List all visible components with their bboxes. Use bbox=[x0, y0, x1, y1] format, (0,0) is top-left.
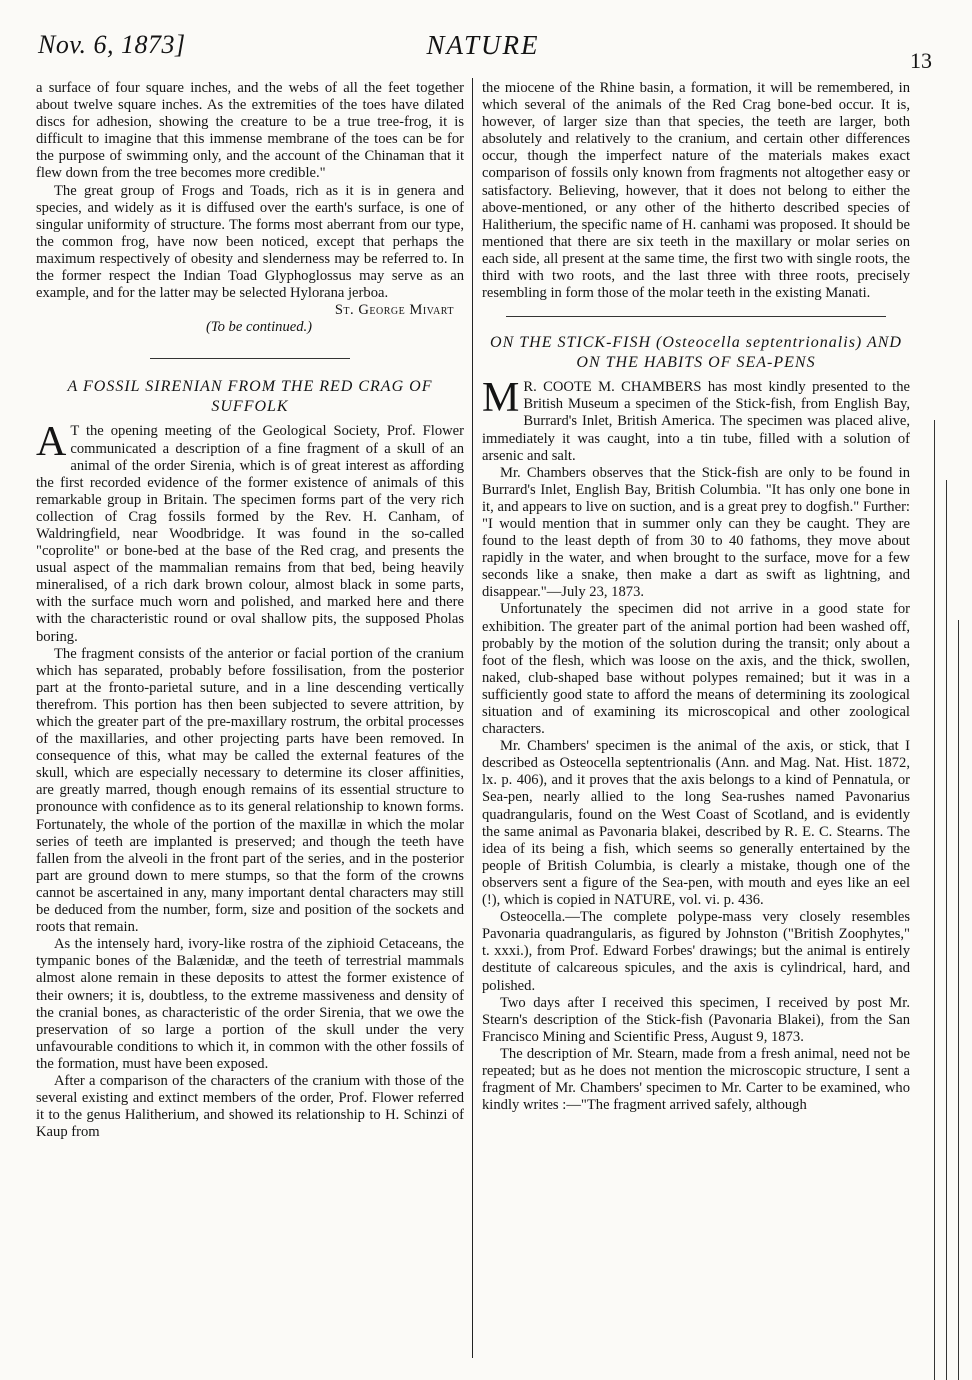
page-number: 13 bbox=[910, 48, 932, 73]
continued-note: (To be continued.) bbox=[205, 319, 313, 336]
edge-line bbox=[946, 480, 947, 1380]
paragraph: Osteocella.—The complete polype-mass very closely resembles Pavonaria quadrangularis, as figured by Johnston ("British Zoophytes," t. xxxi.), from Prof. Edward Forbes' drawings; but the animal is entirely destitute of calcareous spicules, and the axis is cylindrical, hard, and polished. bbox=[482, 909, 910, 994]
paragraph bbox=[36, 419, 464, 645]
paragraph bbox=[482, 375, 910, 464]
paragraph: Two days after I received this specimen, I received by post Mr. Stearn's description of the Stick-fish (Pavonaria Blakei), from the San Francisco Mining and Scientific Press, August 9, 1873. bbox=[482, 994, 910, 1045]
paragraph: The great group of Frogs and Toads, rich as it is in genera and species, and widely as it is diffused over the earth's surface, is one of singular uniformity of structure. The forms most aberrant from our type, the common frog, have now been noticed, except that perhaps the maximum respectively of obesity and slenderness may be referred to. In the former respect the Indian Toad Glyphoglossus may serve as an example, and for the latter may be selected Hylorana jerboa. bbox=[36, 182, 464, 302]
page-header bbox=[38, 30, 932, 73]
paragraph: Unfortunately the specimen did not arrive in a good state for exhibition. The greater part of the animal portion had been washed off, probably by the motion of the solution during the transit; only about a foot of the flesh, which was loose on the axis, and the thick, swollen, naked, club-shaped base without polypes remained; but it was in a sufficiently good state to afford the means of determining its zoological situation and of examining its microscopical and other zoological characters. bbox=[482, 601, 910, 738]
edge-line bbox=[958, 620, 959, 1380]
edge-line bbox=[934, 420, 935, 1380]
journal-title: NATURE bbox=[426, 30, 540, 60]
paragraph: a surface of four square inches, and the webs of all the feet together about twelve square inches. As the extremities of the toes have dilated discs for adhesion, showing the creature to be a true tree-frog, it is difficult to imagine that this immense membrane of the toes can be for the purpose of swimming only, and the account of the Chinaman that it flew down from the tree becomes more credible." bbox=[36, 80, 464, 182]
paragraph: After a comparison of the characters of the cranium with those of the several existing and extinct members of the order, Prof. Flower referred it to the genus Halitherium, and showed its relationship to H. Schinzi of Kaup from bbox=[36, 1072, 464, 1141]
drop-cap: A bbox=[36, 419, 67, 466]
paragraph: As the intensely hard, ivory-like rostra of the ziphioid Cetaceans, the tympanic bones of the Balænidæ, and the teeth of terrestrial mammals almost alone remain in these deposits to attest the former existence of their owners; it is, doubtless, to the extreme massiveness and density of the cranial bones, as characteristic of the order Sirenia, that we owe the preservation of so large a portion of the skull under the very unfavourable conditions to which it, in common with the other fossils of the formation, must have been exposed. bbox=[36, 936, 464, 1072]
page-edge-binding bbox=[928, 420, 972, 1380]
paragraph: Mr. Chambers' specimen is the animal of the axis, or stick, that I described as Osteocella septentrionalis (Ann. and Mag. Nat. Hist. 1872, lx. p. 406), and it proves that the axis belongs to a kind of Pennatula, or Sea-pen, nearly allied to the long Sea-rushes named Pavonarius quadrangularis, found on the West Coast of Scotland, and is evidently the same animal as Pavonaria blakei, described by R. E. C. Stearns. The idea of its being a fish, which seems so generally entertained by the people of British Columbia, is clearly a mistake, though one of the observers sent a figure of the Sea-pen, with mouth and eyes like an eel (!), which is copied in NATURE, vol. vi. p. 436. bbox=[482, 738, 910, 909]
article-title: ON THE STICK-FISH (Osteocella septentrionalis) AND ON THE HABITS OF SEA-PENS bbox=[490, 334, 902, 372]
section-rule bbox=[506, 316, 886, 317]
author-signature: St. George Mivart bbox=[334, 302, 454, 319]
section-rule bbox=[150, 358, 350, 359]
left-column bbox=[36, 80, 464, 1141]
paragraph: Mr. Chambers observes that the Stick-fish are only to be found in Burrard's Inlet, English Bay, British Columbia. "It has only one bone in it, and appears to live on suction, and is a great prey to dogfish." Further: "I would mention that in summer only can they be caught. They are found to the least depth of from 30 to 40 fathoms, they move about rapidly in the water, and when brought to the surface, move for a few seconds like a snake, then make a dart as swift as lightning, and disappear."—July 23, 1873. bbox=[482, 464, 910, 601]
paragraph-text: R. COOTE M. CHAMBERS has most kindly presented to the British Museum a specimen of the Stick-fish, from English Bay, Burrard's Inlet, British America. The specimen was placed alive, immediately it was caught, into a tin tube, filled with a solution of arsenic and salt. bbox=[482, 379, 910, 464]
paragraph-text: T the opening meeting of the Geological Society, Prof. Flower communicated a description of a fine fragment of a skull of an animal of the order Sirenia, which is of great interest as affording the first recorded evidence of the former existence of animals of this remarkable group in Britain. The specimen forms part of the very rich collection of Crag fossils formed by the Rev. H. Canham, of Waldringfield, near Woodbridge. It was found in the so-called "coprolite" or bone-bed at the base of the Red crag, and presents the usual aspect of the mammalian remains from that bed, being heavily mineralised, of a rich dark brown colour, almost black in some parts, with the surface much worn and polished, and marked here and there with the characteristic round or oval shallow pits, the supposed Pholas boring. bbox=[36, 423, 464, 645]
paragraph: The fragment consists of the anterior or facial portion of the cranium which has separated, probably before fossilisation, from the posterior part at the fronto-parietal suture, and in a line descending vertically therefrom. This portion has then been subjected to severe attrition, by which the greater part of the pre-maxillary rostrum, the orbital processes of the maxillaries, and other projecting parts have been removed. In consequence of this, what may be called the external features of the skull, which are especially necessary to determine its closer affinities, are greatly marred, though enough remains of its essential structure to pronounce with confidence as to its general relationship to known forms. Fortunately, the whole of the portion of the maxillæ in which the molar series of teeth are implanted is preserved; and though the teeth have fallen from the alveoli in the front part of the series, and in the posterior part are ground down to mere stumps, so that the form of the crowns cannot be ascertained in any, many important dental characters may still be deduced from the number, form, size and position of the sockets and roots that remain. bbox=[36, 645, 464, 936]
right-column bbox=[482, 80, 910, 1114]
article-title: A FOSSIL SIRENIAN FROM THE RED CRAG OF SUFFOLK bbox=[67, 378, 433, 416]
issue-date: Nov. 6, 1873] bbox=[38, 30, 186, 59]
paragraph: the miocene of the Rhine basin, a formation, it will be remembered, in which several of the animals of the Red Crag bone-bed occur. It is, however, of larger size than that species, the teeth are larger, both absolutely and relatively to the cranium, and certain other differences occur, though the imperfect nature of the materials makes exact comparison of fossils only known from fragments not altogether easy or satisfactory. Believing, however, that it does not belong to either the above-mentioned, or any other of the hitherto described species of Halitherium, the specific name of H. canhami was proposed. It should be mentioned that there are six teeth in the maxillary or molar series on each side, all present at the same time, the first two with single roots, the third with two roots, and the last three with three roots, precisely resembling in form those of the molar teeth in the existing Manati. bbox=[482, 80, 910, 302]
paragraph: The description of Mr. Stearn, made from a fresh animal, need not be repeated; but as he does not mention the microscopic structure, I sent a fragment of Mr. Chambers' specimen to Mr. Carter to be examined, who kindly writes :—"The fragment arrived safely, although bbox=[482, 1045, 910, 1114]
drop-cap: M bbox=[482, 375, 520, 422]
column-divider bbox=[472, 78, 473, 1358]
